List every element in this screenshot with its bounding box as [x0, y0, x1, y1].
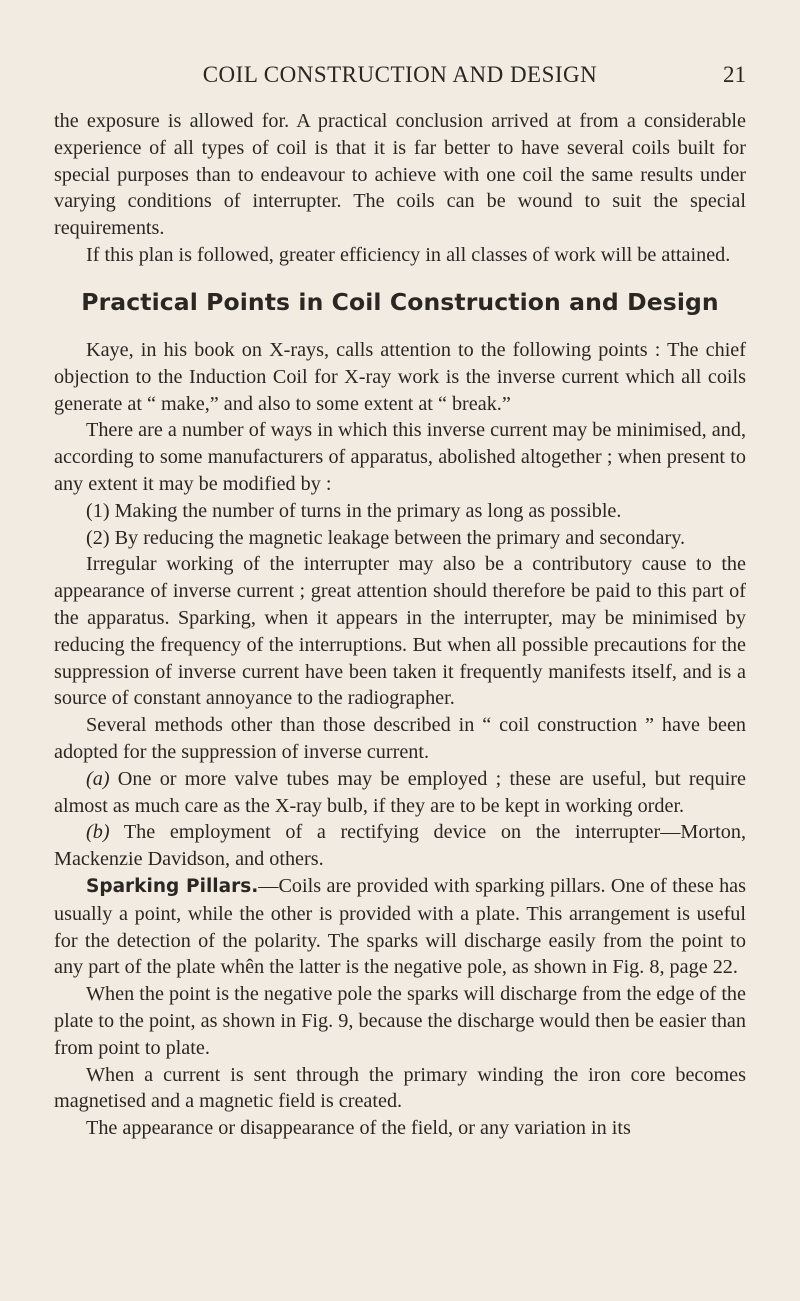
intro-paragraph-2: If this plan is followed, greater efficiency in all classes of work will be attained.: [86, 243, 731, 266]
intro-paragraph-1: the exposure is allowed for. A practical conclusion arrived at from a considerable experience of all types of coil is that it is far better to have several coils built for special purposes than to endeavour to achieve with one coil the same results under varying conditions of interrupter. The coils can be wound to suit the special requirements.: [54, 110, 746, 240]
sparking-pillars-text: —Coils are provided with sparking pillars. One of these has usually a point, while the other is provided with a plate. This arrangement is useful for the detection of the polarity. The sparks will discharge easily from the point to any part of the plate whên the latter is the negative pole, as shown in Fig. 8, page 22.: [54, 874, 747, 979]
list-item-b: [54, 819, 746, 873]
paragraph-field: The appearance or disappearance of the field, or any variation in its: [86, 1117, 631, 1140]
list-item-a: [54, 766, 746, 820]
list-item-a-label: (a): [86, 767, 110, 790]
section-heading: Practical Points in Coil Construction and Design: [81, 288, 719, 316]
paragraph-sparking-pillars: [54, 873, 746, 981]
paragraph-irregular: Irregular working of the interrupter may also be a contributory cause to the appearance of inverse current ; great attention should therefore be paid to this part of the apparatus. Sparking, when it appears in the interrupter, may be minimised by reducing the frequency of the interruptions. But when all possible precautions for the suppression of inverse current have been taken it frequently manifests itself, and is a source of constant annoyance to the radiographer.: [54, 553, 746, 710]
list-item-a-text: One or more valve tubes may be employed ; these are useful, but require almost as much care as the X-ray bulb, if they are to be kept in working order.: [54, 767, 746, 817]
list-item-b-text: The employment of a rectifying device on the interrupter—Morton, Mackenzie Davidson, and others.: [54, 821, 746, 871]
paragraph-ways: There are a number of ways in which this inverse current may be minimised, and, according to some manufacturers of apparatus, abolished altogether ; when present to any extent it may be modified by :: [54, 419, 746, 495]
list-item-1: (1) Making the number of turns in the primary as long as possible.: [86, 499, 622, 522]
intro-text: [54, 108, 746, 269]
sparking-pillars-heading: Sparking Pillars.: [86, 875, 259, 897]
section-text: [54, 337, 746, 1142]
paragraph-negative-pole: When the point is the negative pole the sparks will discharge from the edge of the plate to the point, as shown in Fig. 9, because the discharge would then be easier than from point to plate.: [54, 983, 746, 1059]
list-item-b-label: (b): [86, 821, 110, 844]
paragraph-kaye: Kaye, in his book on X-rays, calls attention to the following points : The chief objection to the Induction Coil for X-ray work is the inverse current which all coils generate at “ make,” and also to some extent at “ break.”: [54, 339, 746, 415]
paragraph-magnetised: When a current is sent through the primary winding the iron core becomes magnetised and a magnetic field is created.: [54, 1063, 746, 1113]
running-head-title: COIL CONSTRUCTION AND DESIGN: [202, 62, 598, 87]
list-item-2: (2) By reducing the magnetic leakage between the primary and secondary.: [86, 526, 686, 549]
page-number: 21: [723, 62, 746, 87]
running-head: [54, 62, 746, 98]
paragraph-methods: Several methods other than those described in “ coil construction ” have been adopted for the suppression of inverse current.: [54, 714, 746, 763]
